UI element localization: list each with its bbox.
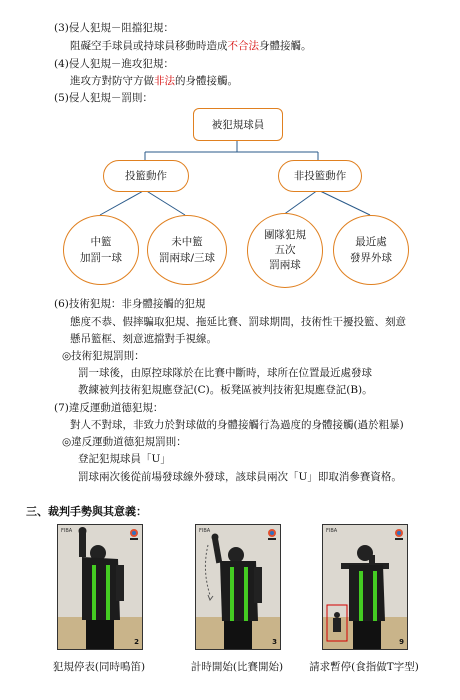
diagram-non-shooting-branch: 非投籃動作	[278, 160, 362, 192]
item4-title: (4)侵人犯規－進攻犯規：	[54, 58, 174, 70]
technical-penalty-title: ◎技術犯規罰則：	[62, 350, 145, 362]
referee-figure-icon	[323, 525, 407, 649]
technical-foul-desc-1: 態度不恭、假摔騙取犯規、拖延比賽、罰球期間，技術性干擾投籃、刻意	[70, 316, 406, 328]
item3-desc: 阻礙空手球員或持球員移動時造成不合法身體接觸。	[70, 40, 312, 52]
signal-caption-foul-stop-clock: 犯規停表(同時鳴笛)	[52, 661, 146, 673]
referee-figure-icon	[196, 525, 280, 649]
diagram-leaf-basket-made: 中籃 加罰一球	[63, 215, 139, 285]
referee-figure-icon	[58, 525, 142, 649]
signal-photo-foul-stop-clock: FIBA 2	[57, 524, 143, 650]
unsportsmanlike-penalty-2: 罰球兩次後從前場發球線外發球，該球員兩次「U」即取消參賽資格。	[78, 471, 402, 483]
unsportsmanlike-penalty-title: ◎違反運動道德犯規罰則：	[62, 436, 187, 448]
technical-penalty-2: 教練被判技術犯規應登記(C)。板凳區被判技術犯規應登記(B)。	[78, 384, 373, 396]
section3-heading: 三、裁判手勢與其意義：	[26, 505, 147, 518]
technical-penalty-1: 罰一球後，由原控球隊於在比賽中斷時，球所在位置最近處發球	[78, 367, 372, 379]
unsportsmanlike-penalty-1: 登記犯規球員「U」	[78, 453, 171, 465]
diagram-leaf-team-fouls: 團隊犯規 五次 罰兩球	[247, 213, 323, 288]
unsportsmanlike-title: (7)違反運動道德犯規：	[54, 402, 164, 414]
item3-emphasis: 不合法	[227, 40, 259, 52]
unsportsmanlike-desc: 對人不對球，非致力於對球做的身體接觸行為過度的身體接觸(過於粗暴)	[70, 419, 404, 431]
diagram-leaf-throw-in: 最近處 發界外球	[333, 215, 409, 285]
signal-caption-timeout: 請求暫停(食指做T字型)	[309, 661, 419, 673]
diagram-root-fouled-player: 被犯規球員	[193, 108, 283, 141]
item4-desc: 進攻方對防守方做非法的身體接觸。	[70, 75, 238, 87]
diagram-leaf-basket-missed: 未中籃 罰兩球/三球	[147, 215, 227, 285]
signal-caption-start-clock: 計時開始(比賽開始)	[190, 661, 284, 673]
diagram-shooting-branch: 投籃動作	[103, 160, 189, 192]
signal-photo-start-clock: FIBA 3	[195, 524, 281, 650]
item5-title: (5)侵人犯規－罰則：	[54, 92, 153, 104]
signal-photo-timeout: FIBA 9	[322, 524, 408, 650]
technical-foul-title: (6)技術犯規：非身體接觸的犯規	[54, 298, 206, 310]
item4-emphasis: 非法	[154, 75, 175, 87]
technical-foul-desc-2: 懸吊籃框、刻意遮擋對手視線。	[70, 333, 217, 345]
item3-title: (3)侵人犯規－阻擋犯規：	[54, 22, 174, 34]
